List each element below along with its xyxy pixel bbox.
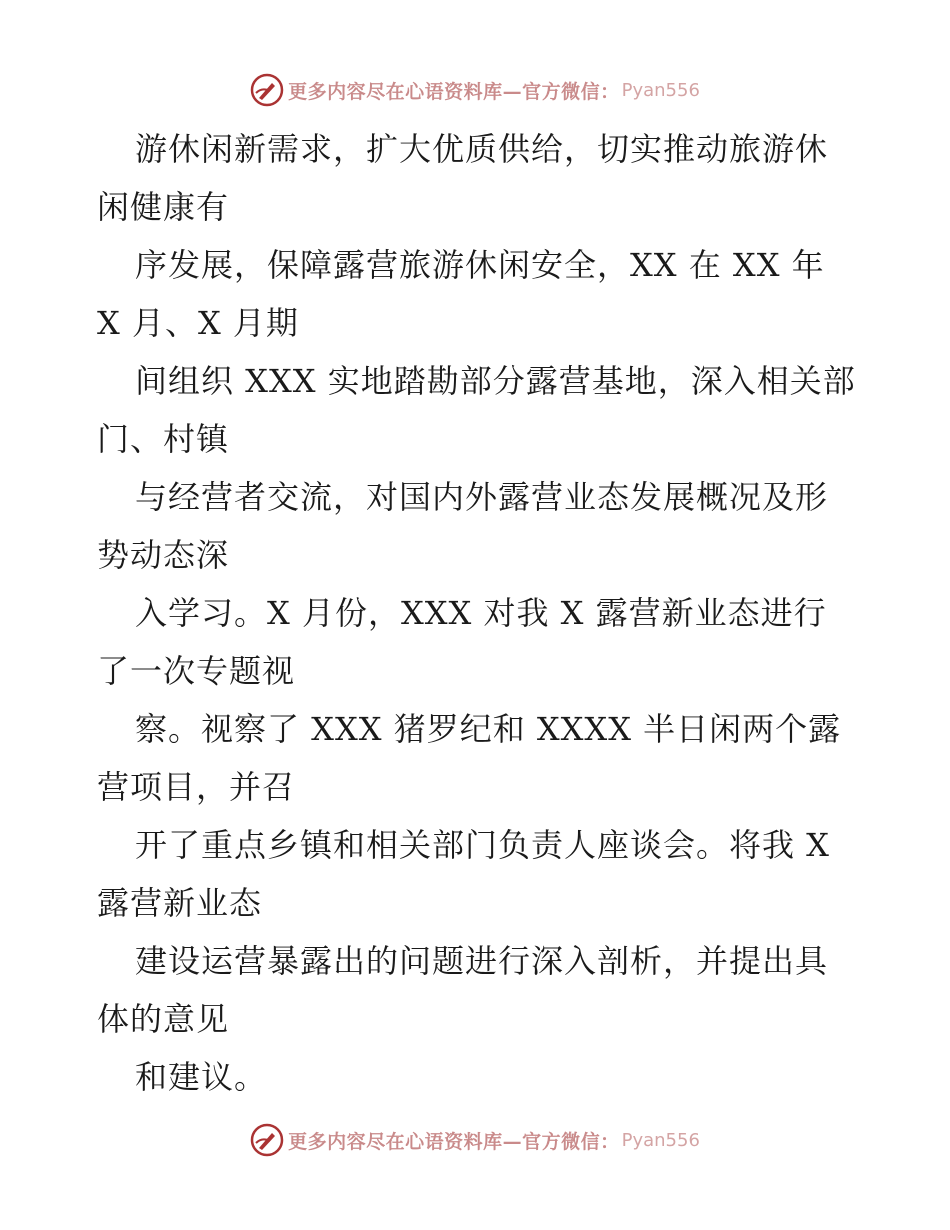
paragraph: 建设运营暴露出的问题进行深入剖析，并提出具体的意见	[97, 942, 829, 1038]
paragraph: 察。视察了 XXX 猪罗纪和 XXXX 半日闲两个露营项目，并召	[97, 710, 842, 806]
banner-wechat-id: Pyan556	[621, 1129, 700, 1151]
pen-logo-icon	[250, 1123, 284, 1157]
paragraph: 和建议。	[135, 1058, 268, 1096]
header-banner	[0, 70, 950, 110]
pen-logo-icon	[250, 73, 284, 107]
paragraph: 开了重点乡镇和相关部门负责人座谈会。将我 X 露营新业态	[97, 826, 842, 922]
paragraph: 序发展，保障露营旅游休闲安全，XX 在 XX 年 X 月、X 月期	[97, 246, 836, 342]
banner-wechat-id: Pyan556	[621, 79, 700, 101]
banner-text: 更多内容尽在心语资料库—官方微信：	[288, 1130, 620, 1153]
paragraph: 与经营者交流，对国内外露营业态发展概况及形势动态深	[97, 478, 829, 574]
document-body	[97, 120, 857, 1106]
footer-banner	[0, 1120, 950, 1160]
paragraph: 游休闲新需求，扩大优质供给，切实推动旅游休闲健康有	[97, 130, 829, 226]
banner-text: 更多内容尽在心语资料库—官方微信：	[288, 80, 620, 103]
paragraph: 入学习。X 月份，XXX 对我 X 露营新业态进行了一次专题视	[97, 594, 827, 690]
paragraph: 间组织 XXX 实地踏勘部分露营基地，深入相关部门、村镇	[97, 362, 856, 458]
